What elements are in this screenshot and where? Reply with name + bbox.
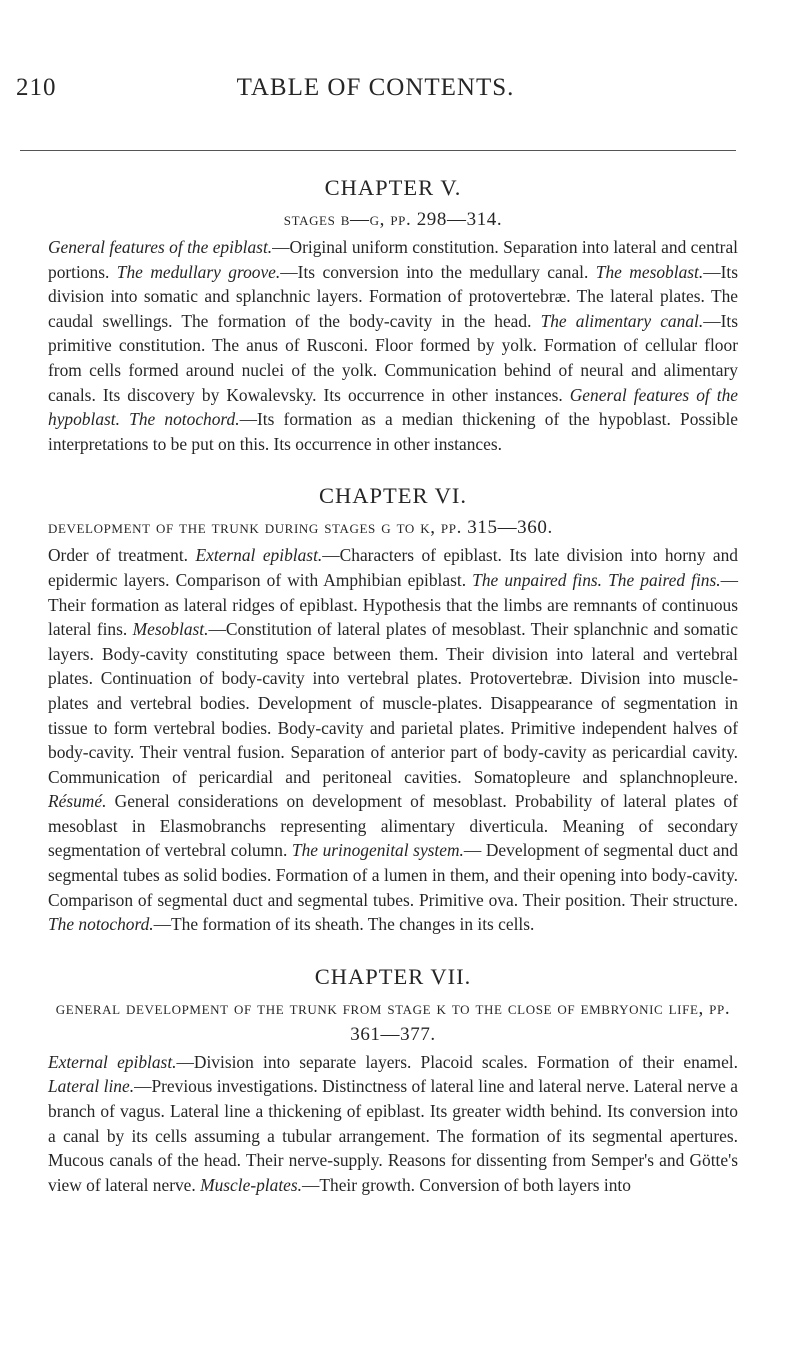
summary-text: — Development of segmental duct and segmental tubes as solid bodies. Formation of a lumen in them, and their opening into body-cavity. Comparison of segmental duct and segmental tubes. Primitive ova. Their position. Their structure. [48,840,738,910]
italic-heading: General features of the hypoblast. The notochord. [48,384,739,430]
italic-heading: The notochord. [48,914,154,935]
header-rule [20,150,736,151]
chapter-title: CHAPTER VI. [318,483,468,509]
chapter-subtitle: development of the trunk during stages g to k, pp. 315—360. [48,517,553,539]
italic-heading: External epiblast. [48,1051,177,1072]
summary-text: General considerations on development of mesoblast. Probability of lateral plates of mesoblast in Elasmobranchs representing alimentary diverticula. Meaning of secondary segmentation of vertebral column. [48,791,738,861]
summary-text: Order of treatment. [48,545,196,566]
italic-heading: The urinogenital system. [291,840,464,861]
summary-text: —Its conversion into the medullary canal. [280,261,596,282]
summary-text: —Previous investigations. Distinctness of lateral line and lateral nerve. Lateral nerve a branch of vagus. Lateral line a thickening of epiblast. Its greater width behind. Its conversion into a canal by its cells assuming a tubular arrangement. The formation of its segmental apertures. Mucous canals of the head. Their nerve-supply. Reasons for dissenting from Semper's and Götte's view of lateral nerve. [48,1076,738,1195]
summary-text: —Its primitive constitution. The anus of Rusconi. Floor formed by yolk. Formation of cellular floor from cells formed around nuclei of the yolk. Communication behind of neural and alimentary canals. Its discovery by Kowalevsky. Its occurrence in other instances. [48,310,738,405]
page-number: 210 [16,74,57,101]
italic-heading: The unpaired fins. The paired fins. [472,569,721,590]
chapter-title: CHAPTER VII. [314,963,472,989]
italic-heading: General features of the epiblast. [48,237,273,257]
summary-text: —Original uniform constitution. Separation into lateral and central portions. [48,237,738,282]
page-header [16,74,735,114]
chapter-summary [48,235,738,456]
italic-heading: Lateral line. [48,1076,135,1097]
chapter-6 [48,481,738,937]
italic-heading: The medullary groove. [116,261,281,282]
chapter-5 [48,173,738,456]
italic-heading: External epiblast. [195,545,323,566]
italic-heading: Mesoblast. [132,619,209,640]
italic-heading: The mesoblast. [595,261,704,282]
summary-text: —Its division into somatic and splanchnic layers. Formation of protovertebræ. The lateral plates. The caudal swellings. The formation of the body-cavity in the head. [48,261,739,331]
contents-body [48,173,738,1197]
summary-text: —Its formation as a median thickening of the hypoblast. Possible interpretations to be put on this. Its occurrence in other instances. [48,409,738,454]
italic-heading: Muscle-plates. [200,1174,302,1195]
summary-text: —Their formation as lateral ridges of epiblast. Hypothesis that the limbs are remnants of continuous lateral fins. [48,569,738,640]
summary-text: —Characters of epiblast. Its late division into horny and epidermic layers. Comparison of with Amphibian epiblast. [48,545,738,590]
chapter-subtitle: stages b—g, pp. 298—314. [283,209,503,230]
summary-text: —Constitution of lateral plates of mesoblast. Their splanchnic and somatic layers. Body-cavity constituting space between them. Their division into lateral and vertebral plates. Continuation of body-cavity into vertebral plates. Protovertebræ. Division into muscle-plates and vertebral bodies. Development of muscle-plates. Disappearance of segmentation in tissue to form vertebral bodies. Body-cavity and parietal plates. Primitive independent halves of body-cavity. Their ventral fusion. Separation of anterior part of body-cavity as pericardial cavity. Communication of pericardial and peritoneal cavities. Somatopleure and splanchnopleure. [48,619,738,787]
running-head: TABLE OF CONTENTS. [236,74,515,101]
summary-text: —The formation of its sheath. The changes in its cells. [153,914,535,935]
summary-text: —Division into separate layers. Placoid scales. Formation of their enamel. [176,1051,738,1072]
summary-text: —Their growth. Conversion of both layers into [302,1174,631,1195]
italic-heading: The alimentary canal. [540,310,704,331]
italic-heading: Résumé. [48,791,107,812]
chapter-summary [48,1050,738,1198]
chapter-summary [48,543,738,937]
chapter-subtitle: general development of the trunk from stage k to the close of embryonic life, pp. 361—377. [55,997,731,1045]
chapter-title: CHAPTER V. [324,175,462,200]
chapter-7 [48,962,738,1198]
